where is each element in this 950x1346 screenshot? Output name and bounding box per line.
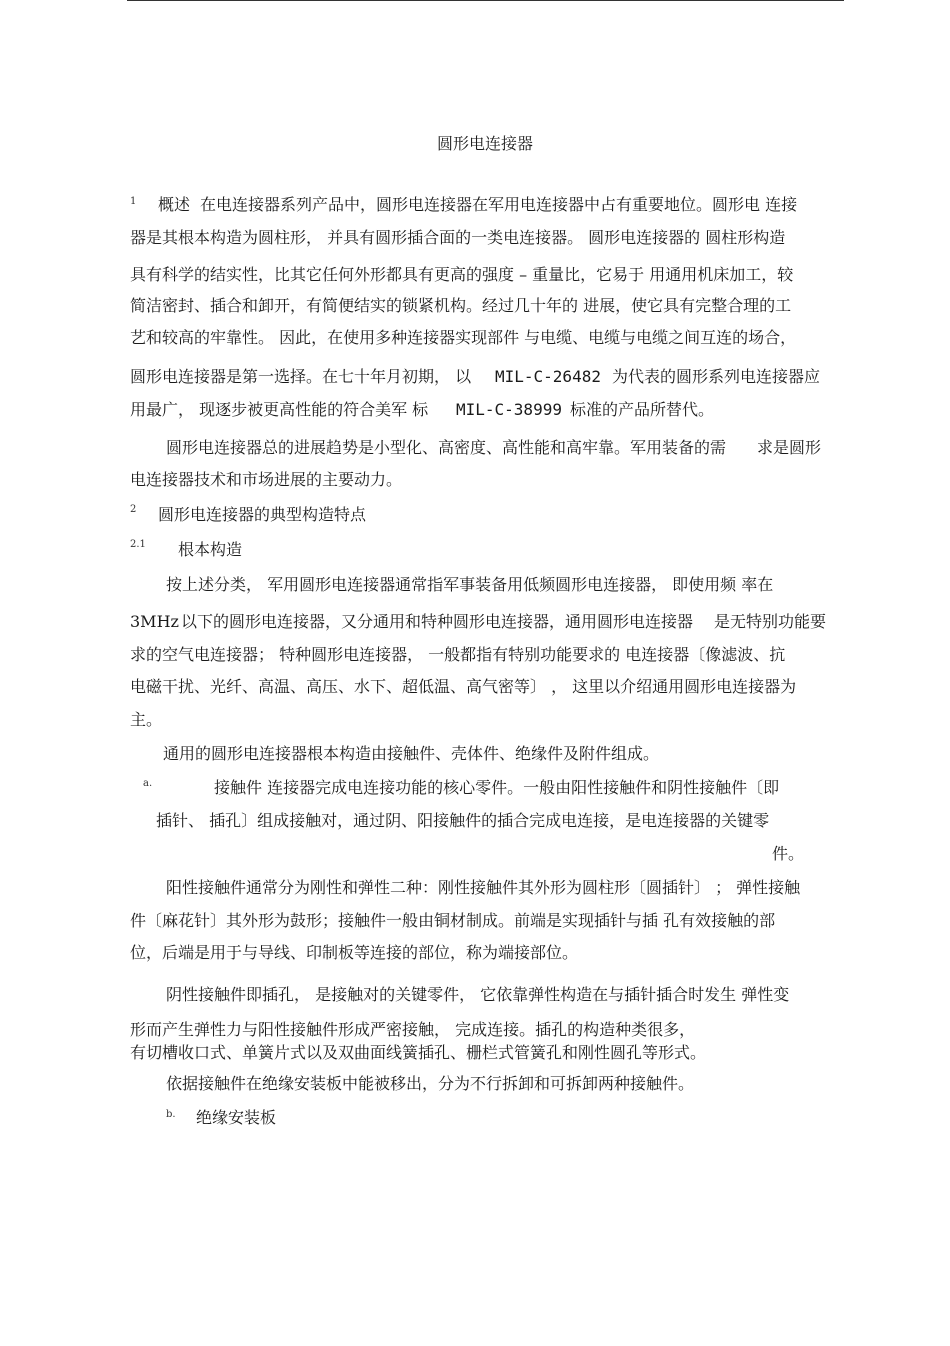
para-1-line-1: 在电连接器系列产品中，圆形电连接器在军用电连接器中占有重要地位。圆形电 连接 (200, 195, 798, 214)
section-2-1-heading: 根本构造 (178, 540, 243, 559)
para-3-line-2b: 以下的圆形电连接器，又分通用和特种圆形电连接器，通用圆形电连接器 (181, 612, 694, 631)
para-2-line-1b: 求是圆形 (757, 438, 822, 457)
para-5-line-2: 件〔麻花针〕其外形为鼓形；接触件一般由铜材制成。前端是实现插针与插 孔有效接触的部 (130, 911, 776, 930)
para-1-standard-26482: MIL-C-26482 (495, 367, 601, 386)
para-2-line-1: 圆形电连接器总的进展趋势是小型化、高密度、高性能和高牢靠。军用装备的需 (166, 438, 727, 457)
para-6-line-1: 阴性接触件即插孔， 是接触对的关键零件， 它依靠弹性构造在与插针插合时发生 弹性变 (166, 985, 790, 1004)
para-3-line-2c: 是无特别功能要 (714, 612, 827, 631)
para-3-line-4: 电磁干扰、光纤、高温、高压、水下、超低温、高气密等〕 ， 这里以介绍通用圆形电连接器为 (130, 677, 797, 696)
para-6-line-2: 形而产生弹性力与阳性接触件形成严密接触， 完成连接。插孔的构造种类很多， (130, 1020, 696, 1039)
page-title: 圆形电连接器 (437, 134, 534, 153)
para-1-line-3: 具有科学的结实性，比其它任何外形都具有更高的强度 – 重量比，它易于 用通用机床加工，较 (130, 265, 794, 284)
para-3-line-1: 按上述分类， 军用圆形电连接器通常指军事装备用低频圆形电连接器， 即使用频 率在 (166, 575, 774, 594)
item-a-line-1: 接触件 连接器完成电连接功能的核心零件。一般由阳性接触件和阴性接触件〔即 (214, 778, 780, 797)
item-a-line-2: 插针、 插孔〕组成接触对，通过阴、阳接触件的插合完成电连接，是电连接器的关键零 (156, 811, 770, 830)
item-a-line-3: 件。 (772, 844, 805, 863)
para-1-line-6a: 圆形电连接器是第一选择。在七十年月初期， 以 (130, 367, 472, 386)
header-rule (127, 0, 844, 1)
para-1-line-4: 简洁密封、插合和卸开，有简便结实的锁紧机构。经过几十年的 进展，使它具有完整合理的工 (130, 296, 792, 315)
para-1-line-7c: 标准的产品所替代。 (570, 400, 715, 419)
para-5-line-3: 位，后端是用于与导线、印制板等连接的部位，称为端接部位。 (130, 943, 579, 962)
para-5-line-1: 阳性接触件通常分为刚性和弹性二种：刚性接触件其外形为圆柱形〔圆插针〕 ； 弹性接触 (166, 878, 801, 897)
para-3-line-3: 求的空气电连接器； 特种圆形电连接器， 一般都指有特别功能要求的 电连接器〔像滤波、抗 (130, 645, 786, 664)
para-1-line-2: 器是其根本构造为圆柱形， 并具有圆形插合面的一类电连接器。 圆形电连接器的 圆柱形构造 (130, 228, 786, 247)
section-2-marker: 2 (130, 504, 137, 515)
section-2-heading: 圆形电连接器的典型构造特点 (158, 505, 367, 524)
item-b-heading: 绝缘安装板 (196, 1108, 277, 1127)
section-1-marker: 1 (130, 196, 137, 207)
para-6-line-3: 有切槽收口式、单簧片式以及双曲面线簧插孔、栅栏式管簧孔和刚性圆孔等形式。 (130, 1043, 707, 1062)
para-3-line-5: 主。 (130, 710, 163, 729)
item-b-marker: b. (166, 1109, 176, 1120)
section-2-1-marker: 2.1 (130, 539, 146, 550)
para-3-frequency: 3MHz (130, 612, 179, 631)
item-a-marker: a. (143, 778, 153, 789)
para-7: 依据接触件在绝缘安装板中能被移出，分为不行拆卸和可拆卸两种接触件。 (166, 1074, 695, 1093)
section-1-heading: 概述 (158, 195, 191, 214)
para-1-line-7a: 用最广， 现逐步被更高性能的符合美军 标 (130, 400, 429, 419)
para-1-line-5: 艺和较高的牢靠性。 因此，在使用多种连接器实现部件 与电缆、电缆与电缆之间互连的场合， (130, 328, 797, 347)
para-4: 通用的圆形电连接器根本构造由接触件、壳体件、绝缘件及附件组成。 (163, 744, 660, 763)
para-1-standard-38999: MIL-C-38999 (456, 400, 562, 419)
para-1-line-6c: 为代表的圆形系列电连接器应 (612, 367, 821, 386)
para-2-line-2: 电连接器技术和市场进展的主要动力。 (130, 470, 403, 489)
